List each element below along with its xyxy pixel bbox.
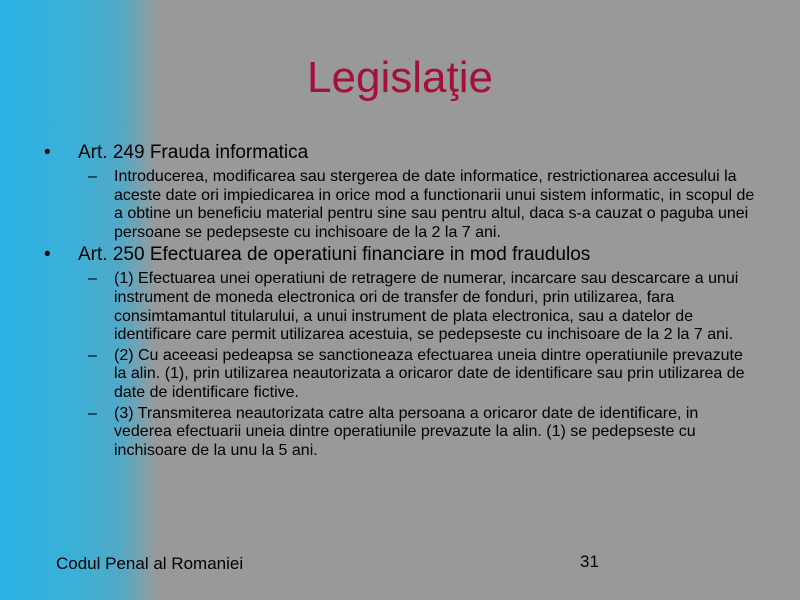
bullet-art-250 <box>44 244 756 266</box>
sub-bullet <box>44 405 756 461</box>
bullet-art-249 <box>44 142 756 164</box>
footer-text: Codul Penal al Romaniei <box>56 554 244 573</box>
sub-bullet-text: (2) Cu aceeasi pedeapsa se sanctioneaza efectuarea uneia dintre operatiunile prevazute la alin. (1), prin utilizarea neautorizata a oricaror date de identificare sau prin utilizarea de date de identificare fictive. <box>114 346 745 401</box>
dash-glyph: – <box>88 270 97 288</box>
sub-bullet <box>44 168 756 242</box>
bullet-text: Art. 249 Frauda informatica <box>78 142 309 163</box>
bullet-text: Art. 250 Efectuarea de operatiuni financiare in mod fraudulos <box>78 244 591 266</box>
sub-bullet <box>44 347 756 403</box>
page-number: 31 <box>580 552 599 571</box>
slide-title: Legislaţie <box>307 53 493 102</box>
dash-glyph: – <box>88 168 97 185</box>
sub-bullet <box>44 270 756 344</box>
bullet-glyph: • <box>44 142 51 163</box>
dash-glyph: – <box>88 346 97 364</box>
dash-glyph: – <box>88 404 97 422</box>
sub-bullet-text: (1) Efectuarea unei operatiuni de retragere de numerar, incarcare sau descarcare a unui instrument de moneda electronica ori de transfer de fonduri, prin utilizarea, fara consimtamantul titularului, a unui instrument de plata electronica, sau a datelor de identificare care permit utilizarea acestuia, se pedepseste cu inchisoare de la 2 la 7 ani. <box>114 270 739 344</box>
sub-bullet-text: Introducerea, modificarea sau stergerea de date informatice, restrictionarea accesului la aceste date ori impiedicarea in orice mod a functionarii unui sistem informatic, in scopul de a obtine un beneficiu material pentru sine sau pentru altul, daca s-a cauzat o paguba unei persoane se pedepseste cu inchisoare de la 2 la 7 ani. <box>114 168 755 241</box>
sub-bullet-text: (3) Transmiterea neautorizata catre alta persoana a oricaror date de identificare, in vederea efectuarii uneia dintre operatiunile prevazute la alin. (1) se pedepseste cu inchisoare de la unu la 5 ani. <box>114 404 699 459</box>
bullet-glyph: • <box>44 244 51 266</box>
slide-content <box>44 142 756 462</box>
